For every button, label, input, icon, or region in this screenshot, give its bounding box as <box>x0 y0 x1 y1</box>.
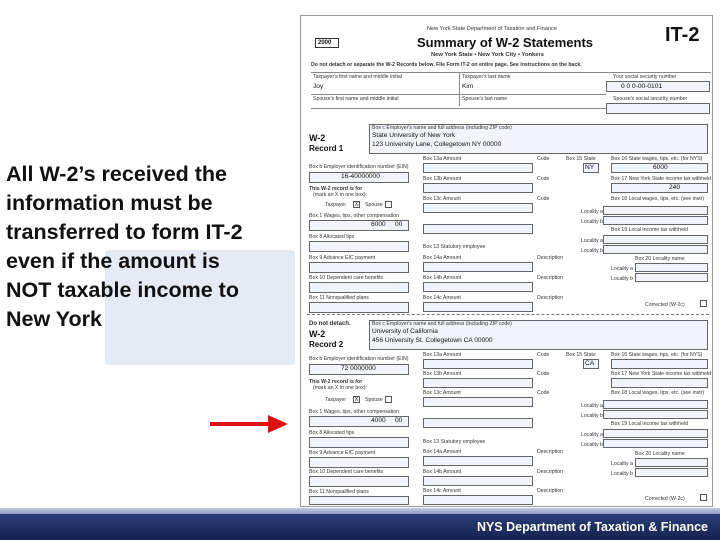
record2-employer-name: University of California <box>372 328 438 335</box>
record2-nonq-label: Box 11 Nonqualified plans <box>309 489 369 495</box>
record2-ein-label: Box b Employer identification number (EIN) <box>309 356 409 362</box>
record2-locality-a: Locality a <box>581 403 603 409</box>
record2-locality-name-a <box>635 458 708 467</box>
record1-taxpayer-checkbox[interactable]: X <box>354 202 359 208</box>
record1-alloc-label: Box 8 Allocated tips <box>309 234 355 240</box>
record2-locality-b2: Locality b <box>581 442 603 448</box>
record1-locality-b2: Locality b <box>581 248 603 254</box>
record2-wages-value: 4000 <box>371 417 386 424</box>
record1-locality-name-b <box>635 273 708 282</box>
record2-locality-b: Locality b <box>581 413 603 419</box>
record1-local-tax-label: Box 19 Local income tax withheld <box>611 227 688 233</box>
record2-local-tax-label: Box 19 Local income tax withheld <box>611 421 688 427</box>
record1-state-tax-label: Box 17 New York State income tax withheld <box>611 176 712 182</box>
record1-locality-b3: Locality b <box>611 276 633 282</box>
record1-state-tax-box <box>611 183 708 193</box>
record2-label: Record 2 <box>309 340 344 349</box>
record2-eic-label: Box 9 Advance EIC payment <box>309 450 376 456</box>
record1-state-wages-value: 6000 <box>653 164 668 171</box>
record1-box14a <box>423 262 533 272</box>
record1-state-tax-value: 240 <box>669 184 681 191</box>
record1-desc-c: Description <box>537 295 563 301</box>
record2-taxpayer-checkbox[interactable]: X <box>354 397 359 403</box>
record2-locality-a2: Locality a <box>581 432 603 438</box>
record1-local-tax-b <box>603 245 708 254</box>
record1-box14b-label: Box 14b Amount <box>423 275 462 281</box>
spouse-ssn-label: Spouse's social security number <box>613 96 688 102</box>
record1-spouse-checkbox[interactable] <box>385 201 392 208</box>
form-code: IT-2 <box>665 24 700 46</box>
record2-box14a-label: Box 14a Amount <box>423 449 462 455</box>
record2-box13b <box>423 378 533 388</box>
record1-state-wages-label: Box 16 State wages, tips, etc. (for NYS) <box>611 156 703 162</box>
record1-local-wages-a <box>603 206 708 215</box>
record1-locality-a2: Locality a <box>581 238 603 244</box>
record1-nonq-label: Box 11 Nonqualified plans <box>309 295 369 301</box>
record2-local-wages-a <box>603 400 708 409</box>
record1-statutory: Box 13 Statutory employee <box>423 244 486 250</box>
record1-state-value: NY <box>585 164 595 171</box>
record1-code-b: Code <box>537 176 550 182</box>
record2-state-tax-box <box>611 378 708 388</box>
record2-box13a <box>423 359 533 369</box>
record1-wages-value: 6000 <box>371 221 386 228</box>
record2-state-tax-label: Box 17 New York State income tax withheld <box>611 371 712 377</box>
spouse-last-label: Spouse's last name <box>462 96 508 102</box>
record2-employer-label: Box c Employer's name and full address (including ZIP code) <box>372 321 512 327</box>
record1-nonq-box <box>309 302 409 313</box>
record1-local-tax-a <box>603 235 708 244</box>
record1-label: Record 1 <box>309 144 344 153</box>
record1-eic-box <box>309 262 409 273</box>
record1-box13b-label: Box 13b Amount <box>423 176 462 182</box>
record1-ein-value: 16-40000000 <box>341 173 380 180</box>
footer-agency-name: NYS Department of Taxation & Finance <box>476 520 708 534</box>
form-year: 2000 <box>318 40 332 46</box>
record2-w2-for-sub: (mark an X in one box): <box>313 385 367 391</box>
ssn-label: Your social security number <box>613 74 677 80</box>
red-arrow-icon <box>210 414 288 434</box>
record2-code-c: Code <box>537 390 550 396</box>
record2-statutory: Box 13 Statutory employee <box>423 439 486 445</box>
it2-form <box>300 15 713 507</box>
record1-eic-label: Box 9 Advance EIC payment <box>309 255 376 261</box>
record1-locality-name-a <box>635 263 708 272</box>
record2-state-label: Box 15 State <box>566 352 596 358</box>
spouse-first-label: Spouse's first name and middle initial <box>313 96 399 102</box>
record2-w2-for: This W-2 record is for <box>309 379 363 385</box>
record2-box13d <box>423 418 533 428</box>
slide-caption: All W-2’s received the information must be transferred to form IT-2 even if the amount is NOT taxable income to New York <box>6 162 243 331</box>
record1-heading: W-2 <box>309 133 326 143</box>
record1-employer-label: Box c Employer's name and full address (including ZIP code) <box>372 125 512 131</box>
record1-box13c <box>423 203 533 213</box>
taxpayer-first-value: Joy <box>313 83 324 90</box>
record1-ein-label: Box b Employer identification number (EIN) <box>309 164 409 170</box>
record2-employer-addr: 456 University St. Collegetown CA 00000 <box>372 337 493 344</box>
record2-box13c-label: Box 13c Amount <box>423 390 461 396</box>
record1-alloc-box <box>309 241 409 252</box>
record2-box13a-label: Box 13a Amount <box>423 352 462 358</box>
ssn-value: 0 0 0-00-0101 <box>621 83 663 90</box>
record1-wages-label: Box 1 Wages, tips, other compensation <box>309 213 400 219</box>
record1-wages-box <box>309 220 409 231</box>
record2-alloc-label: Box 8 Allocated tips <box>309 430 355 436</box>
record2-taxpayer-label: Taxpayer <box>325 397 347 403</box>
record2-do-not-detach: Do not detach. <box>309 321 351 327</box>
record2-wages-cents: 00 <box>395 417 403 424</box>
record2-box14b-label: Box 14b Amount <box>423 469 462 475</box>
record2-locality-name-b <box>635 468 708 477</box>
record1-locality-b: Locality b <box>581 219 603 225</box>
record2-box14a <box>423 456 533 466</box>
record1-box13d <box>423 224 533 234</box>
record1-state-label: Box 15 State <box>566 156 596 162</box>
form-instructions: Do not detach or separate the W-2 Records below. File Form IT-2 on entire page. See instructions on the back. <box>311 62 582 68</box>
record2-local-wages-b <box>603 410 708 419</box>
record2-locality-b3: Locality b <box>611 471 633 477</box>
record2-box14b <box>423 476 533 486</box>
record1-locality-a3: Locality a <box>611 266 633 272</box>
record2-corrected-label: Corrected (W-2c) <box>645 496 685 502</box>
record2-dep-box <box>309 476 409 487</box>
footer-bar <box>0 514 720 540</box>
record2-locality-name-label: Box 20 Locality name <box>635 451 685 457</box>
record2-spouse-label: Spouse <box>365 397 383 403</box>
record2-alloc-box <box>309 437 409 448</box>
record2-code-a: Code <box>537 352 550 358</box>
record1-corrected-checkbox[interactable] <box>700 300 707 307</box>
record2-ein-value: 72 0000000 <box>341 365 376 372</box>
record1-w2-for: This W-2 record is for <box>309 186 363 192</box>
spouse-ssn-box <box>606 103 710 114</box>
record1-spouse-label: Spouse <box>365 202 383 208</box>
record2-heading: W-2 <box>309 329 326 339</box>
taxpayer-last-value: Kim <box>462 83 474 90</box>
form-subtitle: New York State • New York City • Yonkers <box>431 52 544 58</box>
record1-local-wages-label: Box 18 Local wages, tips, etc. (see instr) <box>611 196 705 202</box>
record1-box13b <box>423 183 533 193</box>
record1-box13a-label: Box 13a Amount <box>423 156 462 162</box>
record1-desc-b: Description <box>537 275 563 281</box>
record2-corrected-checkbox[interactable] <box>700 494 707 501</box>
record1-local-wages-b <box>603 216 708 225</box>
record2-state-value: CA <box>585 360 595 367</box>
record1-employer-addr: 123 University Lane, Collegetown NY 00000 <box>372 141 502 148</box>
record2-dep-label: Box 10 Dependent care benefits <box>309 469 384 475</box>
record1-wages-cents: 00 <box>395 221 403 228</box>
record2-desc-b: Description <box>537 469 563 475</box>
form-title: Summary of W-2 Statements <box>417 35 594 50</box>
record2-locality-a3: Locality a <box>611 461 633 467</box>
record1-locality-a: Locality a <box>581 209 603 215</box>
record2-local-tax-a <box>603 429 708 438</box>
record1-locality-name-label: Box 20 Locality name <box>635 256 685 262</box>
record2-spouse-checkbox[interactable] <box>385 396 392 403</box>
taxpayer-first-label: Taxpayer's first name and middle initial <box>313 74 402 80</box>
record1-dep-label: Box 10 Dependent care benefits <box>309 275 384 281</box>
record1-taxpayer-label: Taxpayer <box>325 202 347 208</box>
record2-state-wages-label: Box 16 State wages, tips, etc. (for NYS) <box>611 352 703 358</box>
record2-local-tax-b <box>603 439 708 448</box>
record2-box14c-label: Box 14c Amount <box>423 488 461 494</box>
form-dept: New York State Department of Taxation and Finance <box>427 26 557 32</box>
record1-box14c-label: Box 14c Amount <box>423 295 461 301</box>
record1-code-c: Code <box>537 196 550 202</box>
record2-desc-a: Description <box>537 449 563 455</box>
record2-code-b: Code <box>537 371 550 377</box>
record2-box13c <box>423 397 533 407</box>
record2-wages-label: Box 1 Wages, tips, other compensation <box>309 409 400 415</box>
record2-local-wages-label: Box 18 Local wages, tips, etc. (see instr) <box>611 390 705 396</box>
record1-w2-for-sub: (mark an X in one box): <box>313 192 367 198</box>
record2-nonq-box <box>309 496 409 505</box>
taxpayer-last-label: Taxpayer's last name <box>462 74 511 80</box>
record2-desc-c: Description <box>537 488 563 494</box>
record1-employer-name: State University of New York <box>372 132 456 139</box>
record1-code-a: Code <box>537 156 550 162</box>
record2-box13b-label: Box 13b Amount <box>423 371 462 377</box>
record1-box13a <box>423 163 533 173</box>
record2-box14c <box>423 495 533 505</box>
record2-state-wages-box <box>611 359 708 369</box>
record1-box14a-label: Box 14a Amount <box>423 255 462 261</box>
record1-box13c-label: Box 13c Amount <box>423 196 461 202</box>
record1-dep-box <box>309 282 409 293</box>
record1-box14c <box>423 302 533 312</box>
record1-corrected-label: Corrected (W-2c) <box>645 302 685 308</box>
record2-wages-box <box>309 416 409 427</box>
record1-box14b <box>423 282 533 292</box>
record1-desc-a: Description <box>537 255 563 261</box>
record2-eic-box <box>309 457 409 468</box>
